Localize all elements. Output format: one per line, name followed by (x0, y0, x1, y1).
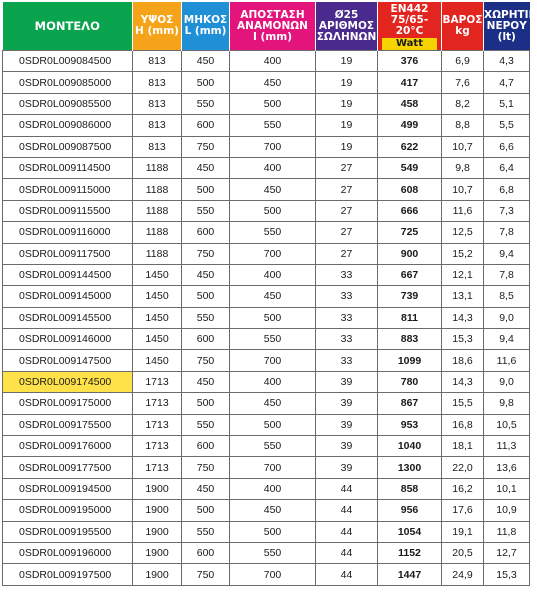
cell-weight: 24,9 (442, 564, 484, 585)
col-header-height: ΥΨΟΣ H (mm) (133, 2, 182, 51)
cell-watt: 549 (378, 157, 442, 178)
cell-length: 750 (182, 564, 230, 585)
cell-model: 0SDR0L009146000 (3, 329, 133, 350)
table-row (3, 51, 530, 72)
cell-watt: 780 (378, 371, 442, 392)
cell-model: 0SDR0L009084500 (3, 51, 133, 72)
table-row (3, 115, 530, 136)
table-row (3, 500, 530, 521)
table-row (3, 307, 530, 328)
table-row (3, 243, 530, 264)
cell-length: 600 (182, 436, 230, 457)
cell-spacing: 400 (230, 51, 316, 72)
cell-tubes: 33 (316, 286, 378, 307)
cell-weight: 13,1 (442, 286, 484, 307)
cell-spacing: 700 (230, 350, 316, 371)
cell-weight: 6,9 (442, 51, 484, 72)
cell-model: 0SDR0L009175000 (3, 393, 133, 414)
col-header-length: ΜΗΚΟΣ L (mm) (182, 2, 230, 51)
cell-length: 550 (182, 307, 230, 328)
cell-height: 1713 (133, 436, 182, 457)
cell-height: 1713 (133, 371, 182, 392)
col-header-tubes: Ø25 ΑΡΙΘΜΟΣ ΣΩΛΗΝΩΝ (316, 2, 378, 51)
cell-length: 550 (182, 521, 230, 542)
cell-spacing: 500 (230, 200, 316, 221)
cell-height: 1188 (133, 179, 182, 200)
cell-weight: 20,5 (442, 542, 484, 563)
cell-watt: 608 (378, 179, 442, 200)
table-row (3, 136, 530, 157)
cell-length: 550 (182, 93, 230, 114)
header-row (3, 2, 530, 51)
cell-watt: 458 (378, 93, 442, 114)
cell-length: 600 (182, 115, 230, 136)
cell-height: 813 (133, 136, 182, 157)
table-row (3, 222, 530, 243)
cell-length: 450 (182, 264, 230, 285)
cell-spacing: 400 (230, 478, 316, 499)
cell-length: 750 (182, 243, 230, 264)
cell-weight: 7,6 (442, 72, 484, 93)
cell-weight: 15,3 (442, 329, 484, 350)
cell-height: 1188 (133, 222, 182, 243)
table-row (3, 157, 530, 178)
cell-water: 10,9 (484, 500, 530, 521)
cell-tubes: 44 (316, 542, 378, 563)
cell-model: 0SDR0L009114500 (3, 157, 133, 178)
cell-water: 7,8 (484, 222, 530, 243)
cell-length: 450 (182, 51, 230, 72)
cell-length: 500 (182, 286, 230, 307)
cell-water: 12,7 (484, 542, 530, 563)
cell-model: 0SDR0L009194500 (3, 478, 133, 499)
cell-height: 1450 (133, 350, 182, 371)
cell-water: 5,1 (484, 93, 530, 114)
cell-weight: 16,2 (442, 478, 484, 499)
cell-watt: 867 (378, 393, 442, 414)
cell-water: 10,1 (484, 478, 530, 499)
table-row (3, 478, 530, 499)
cell-spacing: 450 (230, 286, 316, 307)
cell-length: 600 (182, 222, 230, 243)
cell-watt: 953 (378, 414, 442, 435)
cell-model: 0SDR0L009086000 (3, 115, 133, 136)
cell-length: 500 (182, 72, 230, 93)
cell-height: 1713 (133, 414, 182, 435)
cell-watt: 956 (378, 500, 442, 521)
cell-weight: 18,1 (442, 436, 484, 457)
cell-spacing: 450 (230, 72, 316, 93)
cell-weight: 22,0 (442, 457, 484, 478)
cell-tubes: 39 (316, 414, 378, 435)
cell-spacing: 450 (230, 393, 316, 414)
cell-height: 1900 (133, 542, 182, 563)
cell-length: 750 (182, 136, 230, 157)
cell-spacing: 550 (230, 542, 316, 563)
cell-spacing: 550 (230, 115, 316, 136)
cell-watt: 622 (378, 136, 442, 157)
table-row (3, 350, 530, 371)
col-header-spacing: ΑΠΟΣΤΑΣΗ ΑΝΑΜΟΝΩΝ I (mm) (230, 2, 316, 51)
cell-spacing: 550 (230, 222, 316, 243)
cell-spacing: 400 (230, 371, 316, 392)
cell-length: 500 (182, 179, 230, 200)
cell-model: 0SDR0L009195500 (3, 521, 133, 542)
table-body (3, 51, 530, 586)
cell-length: 500 (182, 393, 230, 414)
cell-water: 9,4 (484, 243, 530, 264)
cell-height: 1188 (133, 157, 182, 178)
cell-height: 1188 (133, 200, 182, 221)
radiator-spec-table (2, 2, 537, 586)
cell-tubes: 27 (316, 200, 378, 221)
cell-tubes: 19 (316, 72, 378, 93)
cell-tubes: 39 (316, 393, 378, 414)
cell-spacing: 550 (230, 329, 316, 350)
cell-watt: 667 (378, 264, 442, 285)
cell-height: 1900 (133, 500, 182, 521)
cell-tubes: 27 (316, 179, 378, 200)
cell-spacing: 700 (230, 136, 316, 157)
table-row (3, 436, 530, 457)
cell-water: 11,6 (484, 350, 530, 371)
cell-model: 0SDR0L009115000 (3, 179, 133, 200)
cell-water: 9,0 (484, 307, 530, 328)
cell-length: 500 (182, 500, 230, 521)
cell-spacing: 550 (230, 436, 316, 457)
cell-model: 0SDR0L009176000 (3, 436, 133, 457)
cell-model: 0SDR0L009085000 (3, 72, 133, 93)
cell-model: 0SDR0L009116000 (3, 222, 133, 243)
cell-watt: 1152 (378, 542, 442, 563)
cell-weight: 10,7 (442, 136, 484, 157)
cell-model: 0SDR0L009085500 (3, 93, 133, 114)
cell-length: 600 (182, 329, 230, 350)
cell-watt: 1447 (378, 564, 442, 585)
cell-model: 0SDR0L009195000 (3, 500, 133, 521)
cell-watt: 1054 (378, 521, 442, 542)
table-row (3, 329, 530, 350)
cell-length: 550 (182, 200, 230, 221)
cell-height: 1900 (133, 478, 182, 499)
cell-water: 7,3 (484, 200, 530, 221)
cell-tubes: 33 (316, 329, 378, 350)
cell-water: 10,5 (484, 414, 530, 435)
cell-weight: 15,2 (442, 243, 484, 264)
cell-model: 0SDR0L009177500 (3, 457, 133, 478)
cell-tubes: 44 (316, 564, 378, 585)
cell-model: 0SDR0L009196000 (3, 542, 133, 563)
cell-weight: 14,3 (442, 371, 484, 392)
cell-height: 1450 (133, 329, 182, 350)
cell-water: 11,8 (484, 521, 530, 542)
cell-water: 11,3 (484, 436, 530, 457)
cell-spacing: 700 (230, 457, 316, 478)
cell-height: 1188 (133, 243, 182, 264)
cell-water: 9,8 (484, 393, 530, 414)
cell-water: 6,6 (484, 136, 530, 157)
cell-water: 4,7 (484, 72, 530, 93)
cell-weight: 12,5 (442, 222, 484, 243)
cell-model: 0SDR0L009145500 (3, 307, 133, 328)
cell-watt: 883 (378, 329, 442, 350)
cell-model: 0SDR0L009115500 (3, 200, 133, 221)
col-header-weight: ΒΑΡΟΣ kg (442, 2, 484, 51)
cell-length: 750 (182, 457, 230, 478)
cell-height: 1450 (133, 286, 182, 307)
cell-length: 450 (182, 371, 230, 392)
cell-tubes: 39 (316, 457, 378, 478)
cell-spacing: 500 (230, 414, 316, 435)
cell-weight: 19,1 (442, 521, 484, 542)
cell-spacing: 500 (230, 93, 316, 114)
cell-height: 1900 (133, 521, 182, 542)
watt-label: Watt (382, 38, 437, 50)
table-row (3, 457, 530, 478)
cell-weight: 9,8 (442, 157, 484, 178)
cell-watt: 666 (378, 200, 442, 221)
cell-spacing: 450 (230, 179, 316, 200)
table-row (3, 521, 530, 542)
col-header-water: ΧΩΡΗΤΙΚ ΝΕΡΟΥ (lt) (484, 2, 530, 51)
cell-height: 813 (133, 93, 182, 114)
table-row (3, 179, 530, 200)
cell-length: 450 (182, 157, 230, 178)
cell-model: 0SDR0L009145000 (3, 286, 133, 307)
cell-weight: 8,2 (442, 93, 484, 114)
cell-tubes: 44 (316, 521, 378, 542)
cell-watt: 739 (378, 286, 442, 307)
cell-model: 0SDR0L009174500 (3, 371, 133, 392)
cell-model: 0SDR0L009144500 (3, 264, 133, 285)
cell-weight: 11,6 (442, 200, 484, 221)
cell-model: 0SDR0L009197500 (3, 564, 133, 585)
cell-tubes: 33 (316, 350, 378, 371)
col-header-model: ΜΟΝΤΕΛΟ (3, 2, 133, 51)
cell-watt: 1300 (378, 457, 442, 478)
cell-weight: 10,7 (442, 179, 484, 200)
cell-water: 5,5 (484, 115, 530, 136)
cell-length: 600 (182, 542, 230, 563)
cell-weight: 16,8 (442, 414, 484, 435)
cell-tubes: 19 (316, 136, 378, 157)
cell-spacing: 700 (230, 564, 316, 585)
cell-model: 0SDR0L009147500 (3, 350, 133, 371)
cell-weight: 14,3 (442, 307, 484, 328)
cell-watt: 417 (378, 72, 442, 93)
cell-length: 750 (182, 350, 230, 371)
cell-tubes: 19 (316, 93, 378, 114)
cell-weight: 15,5 (442, 393, 484, 414)
table-row (3, 414, 530, 435)
cell-length: 450 (182, 478, 230, 499)
cell-spacing: 400 (230, 157, 316, 178)
table-row (3, 200, 530, 221)
cell-watt: 1099 (378, 350, 442, 371)
cell-watt: 858 (378, 478, 442, 499)
cell-height: 1900 (133, 564, 182, 585)
table-row (3, 286, 530, 307)
cell-spacing: 500 (230, 307, 316, 328)
cell-watt: 1040 (378, 436, 442, 457)
table-row (3, 542, 530, 563)
cell-height: 1450 (133, 307, 182, 328)
cell-water: 6,4 (484, 157, 530, 178)
table-row (3, 93, 530, 114)
cell-model: 0SDR0L009175500 (3, 414, 133, 435)
table-row (3, 72, 530, 93)
cell-tubes: 19 (316, 51, 378, 72)
cell-watt: 811 (378, 307, 442, 328)
cell-weight: 12,1 (442, 264, 484, 285)
cell-height: 1450 (133, 264, 182, 285)
table-row (3, 371, 530, 392)
cell-water: 9,0 (484, 371, 530, 392)
cell-height: 1713 (133, 457, 182, 478)
cell-model: 0SDR0L009117500 (3, 243, 133, 264)
cell-watt: 499 (378, 115, 442, 136)
cell-length: 550 (182, 414, 230, 435)
cell-weight: 17,6 (442, 500, 484, 521)
cell-tubes: 39 (316, 371, 378, 392)
cell-tubes: 44 (316, 478, 378, 499)
cell-watt: 725 (378, 222, 442, 243)
cell-height: 813 (133, 115, 182, 136)
table-row (3, 264, 530, 285)
cell-tubes: 27 (316, 243, 378, 264)
cell-tubes: 44 (316, 500, 378, 521)
cell-spacing: 500 (230, 521, 316, 542)
cell-tubes: 19 (316, 115, 378, 136)
cell-weight: 18,6 (442, 350, 484, 371)
cell-spacing: 450 (230, 500, 316, 521)
cell-water: 7,8 (484, 264, 530, 285)
cell-water: 15,3 (484, 564, 530, 585)
cell-watt: 376 (378, 51, 442, 72)
cell-water: 4,3 (484, 51, 530, 72)
cell-tubes: 27 (316, 157, 378, 178)
cell-spacing: 700 (230, 243, 316, 264)
table-row (3, 393, 530, 414)
cell-water: 8,5 (484, 286, 530, 307)
cell-spacing: 400 (230, 264, 316, 285)
cell-water: 9,4 (484, 329, 530, 350)
table-row (3, 564, 530, 585)
cell-water: 13,6 (484, 457, 530, 478)
cell-water: 6,8 (484, 179, 530, 200)
cell-watt: 900 (378, 243, 442, 264)
cell-tubes: 39 (316, 436, 378, 457)
cell-model: 0SDR0L009087500 (3, 136, 133, 157)
cell-tubes: 33 (316, 307, 378, 328)
cell-tubes: 33 (316, 264, 378, 285)
col-header-output: EN442 75/65-20°C Watt (378, 2, 442, 51)
cell-weight: 8,8 (442, 115, 484, 136)
cell-height: 813 (133, 51, 182, 72)
cell-tubes: 27 (316, 222, 378, 243)
cell-height: 1713 (133, 393, 182, 414)
cell-height: 813 (133, 72, 182, 93)
